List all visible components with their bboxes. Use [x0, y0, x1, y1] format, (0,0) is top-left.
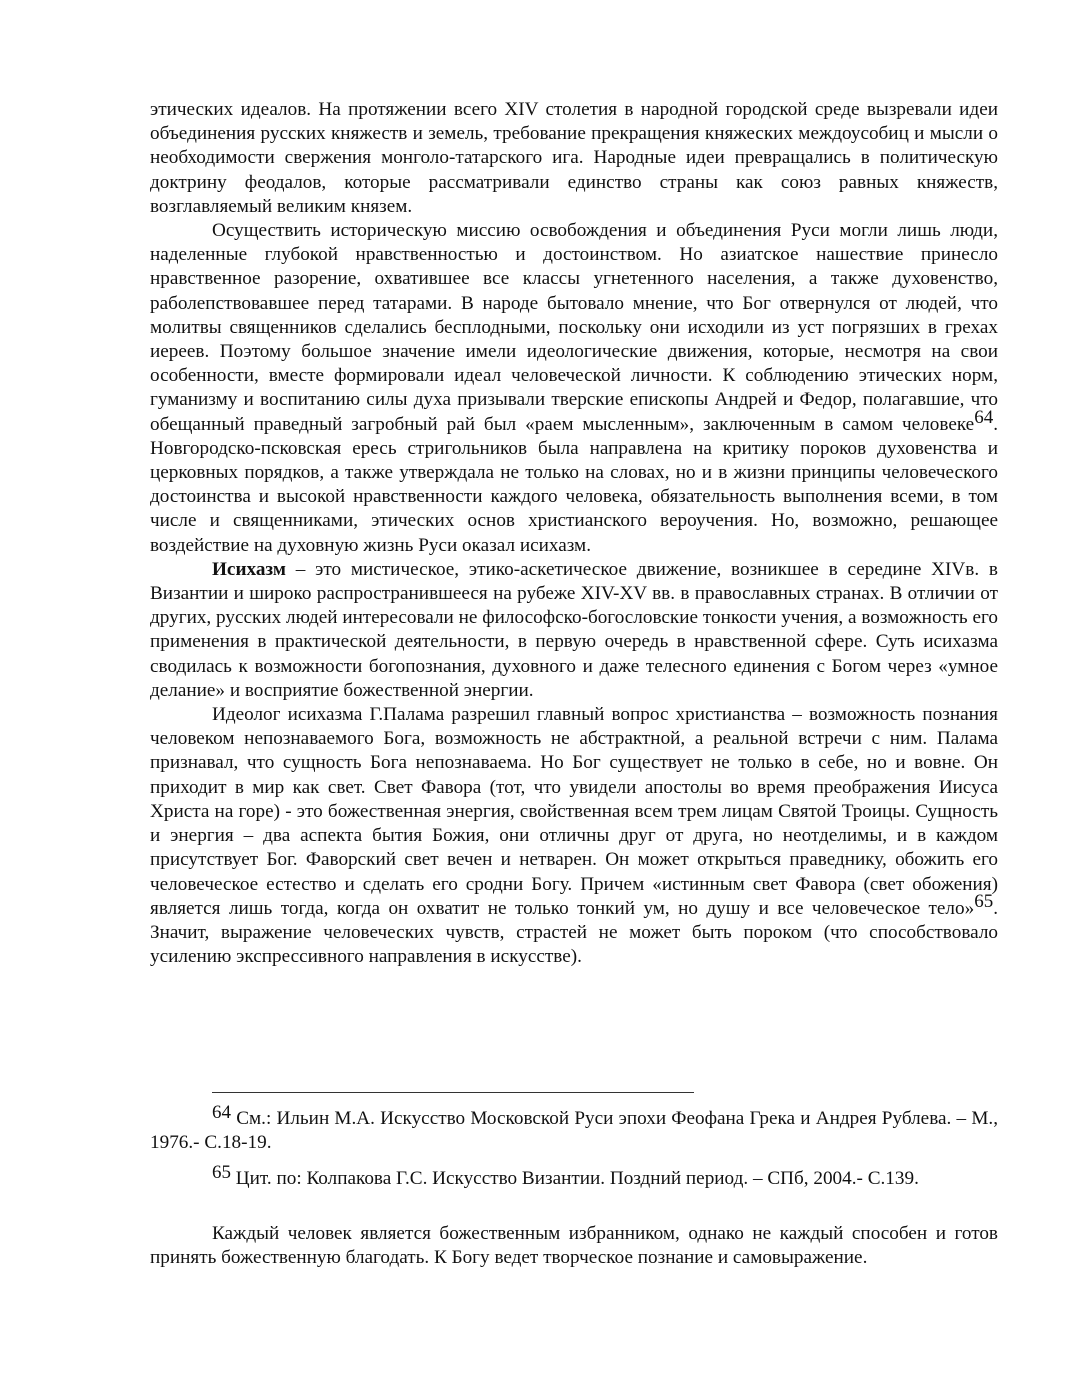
footnote-mark-65: 65 — [212, 1162, 231, 1184]
continuation-text — [150, 1222, 998, 1270]
paragraph-3-text: – это мистическое, этико-аскетическое движение, возникшее в середине XIVв. в Византии и широко распространившееся на рубеже XIV-XV вв. в православных странах. В отличии от других, русских людей интересовали не философско-богословские тонкости учения, а возможность его применения в практической деятельности, в первую очередь в нравственной сфере. Суть исихазма сводилась к возможности богопознания, духовного и даже телесного единения с Богом через «умное делание» и восприятие божественной энергии. — [150, 558, 998, 701]
term-hesychasm: Исихазм — [212, 558, 286, 580]
footnote-64 — [150, 1102, 998, 1155]
paragraph-2-text-a: Осуществить историческую миссию освобождения и объединения Руси могли лишь люди, наделенные глубокой нравственностью и достоинством. Но азиатское нашествие принесло нравственное разорение, охватившее все классы угнетенного населения, а также духовенство, раболепствовавшее перед татарами. В народе бытовало мнение, что Бог отвернулся от людей, что молитвы священников сделались бесплодными, поскольку они исходили из уст погрязших в грехах иереев. Поэтому большое значение имели идеологические движения, которые, несмотря на свои особенности, вместе формировали идеал человеческой личности. К соблюдению этических норм, гуманизму и воспитанию силы духа призывали тверские епископы Андрей и Федор, полагавшие, что обещанный праведный загробный рай был «раем мысленным», заключенным в самом человеке — [150, 220, 998, 435]
paragraph-1: этических идеалов. На протяжении всего XIV столетия в народной городской среде вызревали идеи объединения русских княжеств и земель, требование прекращения княжеских междоусобиц и мысли о необходимости свержения монголо-татарского ига. Народные идеи превращались в политическую доктрину феодалов, которые рассматривали единство страны как союз равных княжеств, возглавляемый великим князем. — [150, 99, 998, 217]
footnote-65 — [150, 1162, 998, 1191]
footnote-65-text: Цит. по: Колпакова Г.С. Искусство Византии. Поздний период. – СПб, 2004.- С.139. — [231, 1168, 919, 1190]
paragraph-3 — [150, 558, 998, 703]
footnote-divider — [212, 1092, 694, 1093]
paragraph-4-text-a: Идеолог исихазма Г.Палама разрешил главный вопрос христианства – возможность познания человеком непознаваемого Бога, возможность не абстрактной, а реальной встречи с ним. Палама признавал, что сущность Бога непознаваема. Но Бог существует не только в себе, но и вовне. Он приходит в мир как свет. Свет Фавора (тот, что увидели апостолы во время преображения Иисуса Христа на горе) - это божественная энергия, свойственная всем трем лицам Святой Троицы. Сущность и энергия – два аспекта бытия Божия, они отличны друг от друга, но неотделимы, и в каждом присутствует Бог. Фаворский свет вечен и нетварен. Он может открыться праведнику, обожить его человеческое естество и сделать его сродни Богу. Причем «истинным свет Фавора (свет обожения) является лишь тогда, когда он охватит не только тонкий ум, но душу и все человеческое тело» — [150, 704, 998, 919]
footnote-mark-64: 64 — [212, 1102, 231, 1123]
paragraph-2 — [150, 219, 998, 558]
main-text — [150, 98, 998, 969]
footnotes-section — [150, 1092, 998, 1192]
footnote-ref-64: 64 — [974, 406, 994, 428]
footnote-ref-65: 65 — [974, 890, 994, 912]
paragraph-4 — [150, 703, 998, 969]
paragraph-2-text-b: . Новгородско-псковская ересь стригольников была направлена на критику пороков духовенства и церковных порядков, а также утверждала не только на словах, но и в жизни принципы человеческого достоинства и высокой нравственности каждого человека, обязательность выполнения всеми, в том числе и священниками, этических основ христианского вероучения. Но, возможно, решающее воздействие на духовную жизнь Руси оказал исихазм. — [150, 413, 998, 556]
paragraph-5: Каждый человек является божественным избранником, однако не каждый способен и готов принять божественную благодать. К Богу ведет творческое познание и самовыражение. — [150, 1223, 998, 1269]
paragraph-4-text-b: . Значит, выражение человеческих чувств, страстей не может быть пороком (что способствовало усилению экспрессивного направления в искусстве). — [150, 897, 998, 968]
footnote-64-text: См.: Ильин М.А. Искусство Московской Руси эпохи Феофана Грека и Андрея Рублева. – М., 1976.- С.18-19. — [150, 1108, 998, 1154]
